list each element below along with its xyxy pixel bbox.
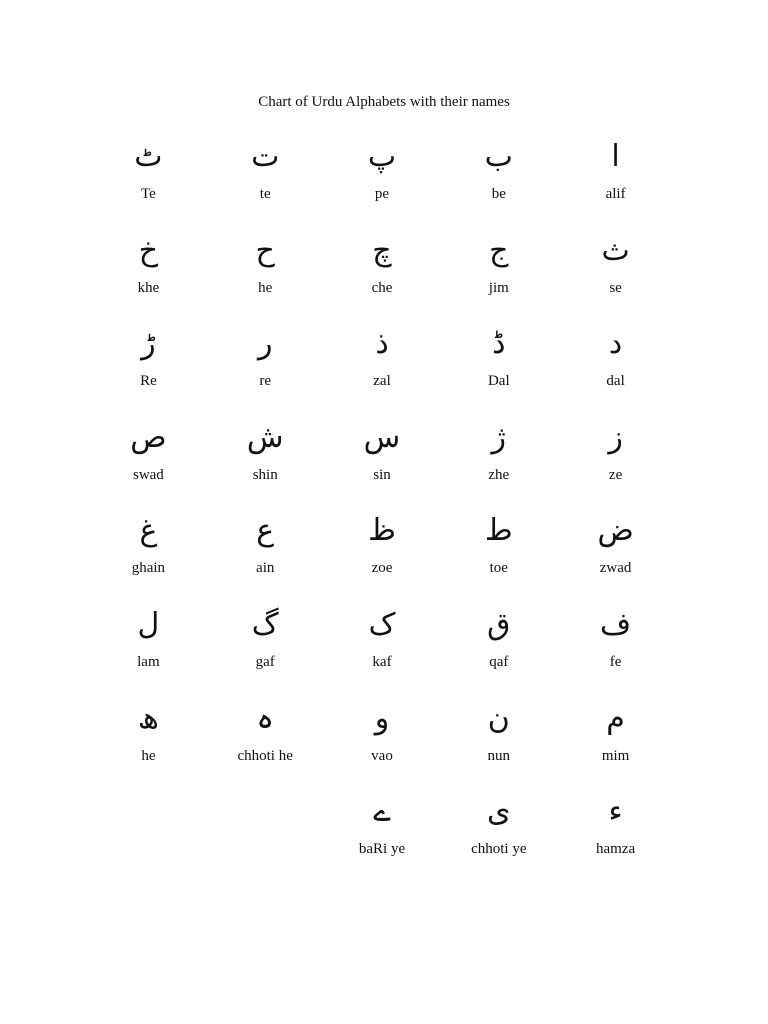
letter-cell bbox=[90, 130, 207, 224]
letter-name: chhoti he bbox=[237, 747, 293, 764]
letter-name: shin bbox=[252, 466, 278, 483]
empty-cell bbox=[207, 785, 324, 879]
letter-cell bbox=[207, 598, 324, 692]
urdu-letter: ع bbox=[256, 513, 275, 549]
letter-name: zwad bbox=[599, 560, 632, 577]
letter-name: zal bbox=[373, 373, 391, 390]
letter-cell bbox=[440, 411, 557, 505]
letter-name: zhe bbox=[488, 466, 510, 483]
letter-cell bbox=[557, 785, 674, 879]
letter-cell bbox=[324, 317, 441, 411]
alphabet-row bbox=[90, 504, 674, 598]
alphabet-row bbox=[90, 411, 674, 505]
letter-cell bbox=[440, 785, 557, 879]
letter-name: jim bbox=[488, 279, 509, 296]
letter-name: Re bbox=[140, 373, 157, 390]
letter-cell bbox=[90, 692, 207, 786]
letter-cell bbox=[324, 504, 441, 598]
urdu-letter: ص bbox=[130, 419, 167, 455]
letter-cell bbox=[324, 224, 441, 318]
urdu-letter: ح bbox=[255, 232, 275, 268]
urdu-letter: ل bbox=[137, 606, 160, 642]
urdu-letter: ف bbox=[600, 606, 632, 642]
letter-cell bbox=[440, 504, 557, 598]
letter-name: he bbox=[258, 279, 273, 296]
letter-name: re bbox=[259, 373, 272, 390]
letter-cell bbox=[324, 411, 441, 505]
urdu-letter: ز bbox=[608, 419, 623, 455]
letter-cell bbox=[207, 317, 324, 411]
letter-name: se bbox=[609, 279, 622, 296]
urdu-letter: ا bbox=[611, 139, 620, 174]
urdu-letter: ط bbox=[484, 513, 513, 549]
urdu-letter: خ bbox=[138, 232, 159, 268]
letter-name: zoe bbox=[371, 560, 393, 577]
urdu-letter: ء bbox=[608, 794, 623, 830]
letter-cell bbox=[440, 317, 557, 411]
urdu-letter: ڑ bbox=[141, 326, 156, 362]
letter-name: che bbox=[371, 279, 393, 296]
urdu-letter: ہ bbox=[256, 700, 274, 736]
letter-name: qaf bbox=[489, 653, 509, 670]
urdu-letter: م bbox=[606, 700, 625, 736]
letter-cell bbox=[207, 504, 324, 598]
letter-cell bbox=[324, 130, 441, 224]
letter-name: fe bbox=[609, 653, 622, 670]
urdu-letter: ذ bbox=[375, 326, 389, 362]
alphabet-row bbox=[90, 130, 674, 224]
letter-name: ain bbox=[256, 560, 275, 577]
urdu-letter: د bbox=[608, 326, 623, 362]
letter-cell bbox=[440, 598, 557, 692]
letter-cell bbox=[90, 224, 207, 318]
letter-name: kaf bbox=[372, 653, 392, 670]
letter-cell bbox=[207, 130, 324, 224]
alphabet-row bbox=[90, 598, 674, 692]
alphabet-row bbox=[90, 785, 674, 879]
letter-cell bbox=[440, 130, 557, 224]
letter-name: be bbox=[491, 186, 506, 202]
urdu-letter: ک bbox=[368, 606, 396, 642]
page-title: Chart of Urdu Alphabets with their names bbox=[258, 94, 510, 110]
letter-cell bbox=[324, 692, 441, 786]
alphabet-grid bbox=[90, 130, 674, 879]
letter-name: te bbox=[259, 186, 271, 202]
letter-name: toe bbox=[489, 560, 508, 577]
urdu-letter: چ bbox=[372, 232, 392, 268]
urdu-letter: س bbox=[363, 419, 401, 455]
letter-name: khe bbox=[137, 279, 160, 296]
urdu-letter: گ bbox=[251, 606, 279, 642]
letter-name: ghain bbox=[131, 560, 166, 577]
letter-name: swad bbox=[132, 466, 164, 483]
empty-cell bbox=[90, 785, 207, 879]
letter-cell bbox=[557, 504, 674, 598]
letter-cell bbox=[90, 598, 207, 692]
letter-name: vao bbox=[371, 747, 393, 764]
urdu-letter: ج bbox=[489, 232, 509, 268]
letter-cell bbox=[557, 224, 674, 318]
letter-name: Te bbox=[141, 186, 156, 202]
urdu-letter: ژ bbox=[491, 419, 507, 455]
letter-cell bbox=[324, 598, 441, 692]
urdu-letter bbox=[207, 791, 324, 833]
letter-cell bbox=[207, 411, 324, 505]
letter-name: nun bbox=[487, 747, 511, 764]
letter-name: chhoti ye bbox=[471, 841, 527, 858]
urdu-letter bbox=[90, 791, 207, 833]
alphabet-row bbox=[90, 224, 674, 318]
letter-cell bbox=[557, 130, 674, 224]
letter-cell bbox=[324, 785, 441, 879]
letter-cell bbox=[557, 692, 674, 786]
letter-cell bbox=[90, 317, 207, 411]
urdu-letter: ر bbox=[257, 326, 273, 362]
alphabet-row bbox=[90, 692, 674, 786]
letter-name: lam bbox=[137, 653, 160, 670]
urdu-letter: ت bbox=[251, 139, 280, 174]
letter-name: ze bbox=[608, 466, 623, 483]
urdu-letter: ب bbox=[484, 139, 513, 174]
letter-name: Dal bbox=[487, 373, 510, 390]
urdu-letter: ق bbox=[487, 606, 511, 642]
letter-cell bbox=[440, 224, 557, 318]
urdu-letter: ڈ bbox=[492, 326, 506, 362]
alphabet-row bbox=[90, 317, 674, 411]
letter-cell bbox=[440, 692, 557, 786]
letter-cell bbox=[207, 692, 324, 786]
urdu-letter: ی bbox=[487, 794, 511, 830]
letter-cell bbox=[90, 411, 207, 505]
letter-name: gaf bbox=[255, 653, 275, 670]
urdu-letter: ض bbox=[597, 513, 634, 549]
letter-name: dal bbox=[606, 373, 625, 390]
urdu-letter: ش bbox=[246, 419, 284, 455]
urdu-letter: ن bbox=[487, 700, 510, 736]
urdu-letter: ظ bbox=[368, 513, 396, 549]
urdu-letter: غ bbox=[139, 513, 158, 549]
urdu-letter: ٹ bbox=[134, 139, 163, 174]
letter-cell bbox=[557, 317, 674, 411]
letter-cell bbox=[557, 598, 674, 692]
letter-name: alif bbox=[605, 186, 626, 202]
letter-name: hamza bbox=[596, 841, 636, 858]
urdu-letter: و bbox=[374, 700, 390, 736]
letter-name: baRi ye bbox=[358, 841, 406, 858]
letter-cell bbox=[90, 504, 207, 598]
letter-name: sin bbox=[373, 466, 391, 483]
urdu-letter: ث bbox=[601, 232, 630, 268]
letter-name: he bbox=[141, 747, 156, 764]
urdu-letter: ھ bbox=[137, 700, 159, 736]
urdu-letter: پ bbox=[367, 139, 397, 174]
letter-cell bbox=[207, 224, 324, 318]
urdu-letter: ے bbox=[373, 794, 391, 830]
letter-name: mim bbox=[601, 747, 630, 764]
letter-name: pe bbox=[374, 186, 390, 202]
letter-cell bbox=[557, 411, 674, 505]
